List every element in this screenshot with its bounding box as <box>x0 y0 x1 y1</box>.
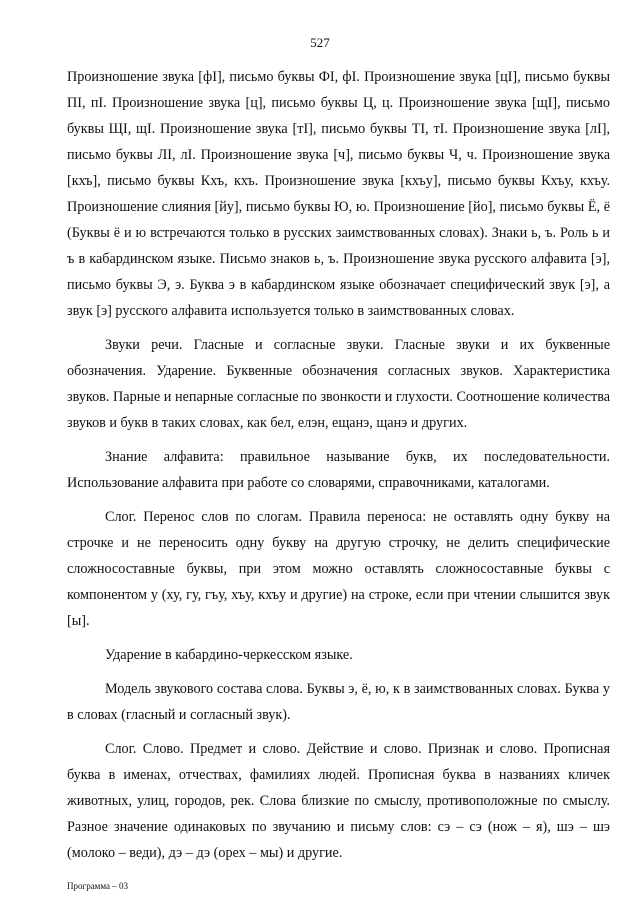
page-number: 527 <box>310 35 330 50</box>
paragraph-sound-model: Модель звукового состава слова. Буквы э, ё, ю, к в заимствованных словах. Буква у в словах (гласный и согласный звук). <box>67 681 610 723</box>
paragraph-stress: Ударение в кабардино-черкесском языке. <box>105 647 353 663</box>
page-footer: Программа – 03 <box>67 881 129 891</box>
paragraph-word-meaning: Слог. Слово. Предмет и слово. Действие и слово. Признак и слово. Прописная буква в именах, отчествах, фамилиях людей. Прописная буква в названиях кличек животных, улиц, городов, рек. Слова близкие по смыслу, противоположные по смыслу. Разное значение одинаковых по звучанию и письму слов: сэ – сэ (нож – я), шэ – шэ (молоко – веди), дэ – дэ (орех – мы) и другие. <box>67 741 610 861</box>
paragraph-alphabet: Знание алфавита: правильное называние букв, их последовательности. Использование алфавита при работе со словарями, справочниками, каталогами. <box>67 449 610 491</box>
document-body <box>67 64 610 874</box>
paragraph-syllable-hyphenation: Слог. Перенос слов по слогам. Правила переноса: не оставлять одну букву на строчке и не переносить одну букву на другую строчку, не делить специфические сложносоставные буквы, при этом можно оставлять сложносоставные буквы с компонентом у (ху, гу, гъу, хъу, кхъу и другие) на строке, если при чтении слышится звук [ы]. <box>67 509 610 629</box>
paragraph-letter-pronunciation: Произношение звука [фI], письмо буквы ФI, фI. Произношение звука [цI], письмо буквы ПI, пI. Произношение звука [ц], письмо буквы Ц, ц. Произношение звука [щI], письмо буквы ЩI, щI. Произношение звука [тI], письмо буквы ТI, тI. Произношение звука [лI], письмо буквы ЛI, лI. Произношение звука [ч], письмо буквы Ч, ч. Произношение звука [кхъ], письмо буквы Кхъ, кхъ. Произношение звука [кхъу], письмо буквы Кхъу, кхъу. Произношение слияния [йу], письмо буквы Ю, ю. Произношение [йо], письмо буквы Ё, ё (Буквы ё и ю встречаются только в русских заимствованных словах). Знаки ь, ъ. Роль ь и ъ в кабардинском языке. Письмо знаков ь, ъ. Произношение звука русского алфавита [э], письмо буквы Э, э. Буква э в кабардинском языке обозначает специфический звук [э], а звук [э] русского алфавита используется только в заимствованных словах. <box>67 69 610 319</box>
paragraph-speech-sounds: Звуки речи. Гласные и согласные звуки. Гласные звуки и их буквенные обозначения. Ударение. Буквенные обозначения согласных звуков. Характеристика звуков. Парные и непарные согласные по звонкости и глухости. Соотношение количества звуков и букв в таких словах, как бел, елэн, ещанэ, щанэ и других. <box>67 337 610 431</box>
